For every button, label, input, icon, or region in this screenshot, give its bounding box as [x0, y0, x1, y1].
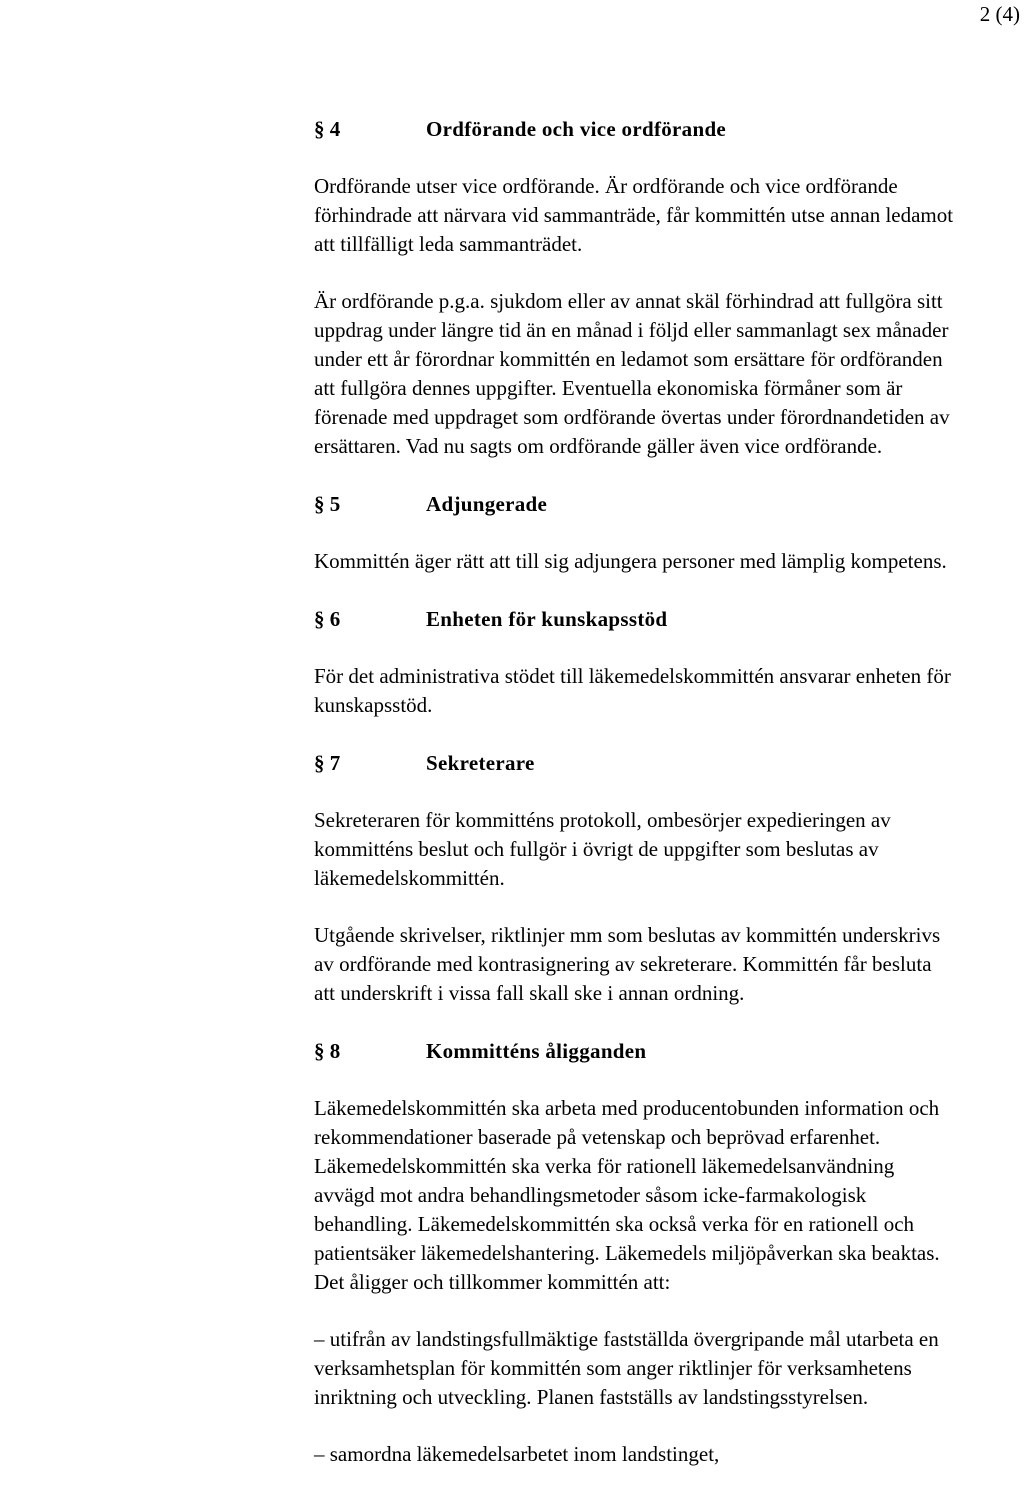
section-heading-4 [314, 114, 954, 144]
section-heading-8 [314, 1036, 954, 1066]
section-title: Adjungerade [426, 492, 548, 516]
paragraph: Läkemedelskommittén ska arbeta med producentobunden information och rekommendationer baserade på vetenskap och beprövad erfarenhet. [314, 1096, 940, 1149]
section-title: Enheten för kunskapsstöd [426, 607, 668, 631]
section-title: Kommitténs åligganden [426, 1039, 647, 1063]
section-number: § 7 [314, 751, 341, 775]
section-number: § 4 [314, 117, 341, 141]
section-title: Ordförande och vice ordförande [426, 117, 727, 141]
paragraph: Är ordförande p.g.a. sjukdom eller av annat skäl förhindrad att fullgöra sitt uppdrag under längre tid än en månad i följd eller sammanlagt sex månader under ett år förordnar kommittén en ledamot som ersättare för ordföranden att fullgöra dennes uppgifter. Eventuella ekonomiska förmåner som är förenade med uppdraget som ordförande övertas under förordnandetiden av ersättaren. Vad nu sagts om ordförande gäller även vice ordförande. [314, 289, 950, 458]
paragraph: Utgående skrivelser, riktlinjer mm som beslutas av kommittén underskrivs av ordförande med kontrasignering av sekreterare. Kommittén får besluta att underskrift i vissa fall skall ske i annan ordning. [314, 923, 941, 1005]
section-title: Sekreterare [426, 751, 535, 775]
document-body [314, 114, 954, 1497]
section-heading-7 [314, 748, 954, 778]
section-heading-6 [314, 604, 954, 634]
page-number: 2 (4) [979, 2, 1020, 26]
section-number: § 8 [314, 1039, 341, 1063]
paragraph: Ordförande utser vice ordförande. Är ordförande och vice ordförande förhindrade att närvara vid sammanträde, får kommittén utse annan ledamot att tillfälligt leda sammanträdet. [314, 174, 954, 256]
paragraph: Sekreteraren för kommitténs protokoll, ombesörjer expedieringen av kommitténs beslut och fullgör i övrigt de uppgifter som beslutas av läkemedelskommittén. [314, 808, 891, 890]
section-number: § 6 [314, 607, 341, 631]
paragraph: Läkemedelskommittén ska verka för rationell läkemedelsanvändning avvägd mot andra behandlingsmetoder såsom icke-farmakologisk behandling. Läkemedelskommittén ska också verka för en rationell och patientsäker läkemedelshantering. Läkemedels miljöpåverkan ska beaktas. Det åligger och tillkommer kommittén att: [314, 1154, 940, 1294]
list-item: – samordna läkemedelsarbetet inom landstinget, [314, 1442, 720, 1466]
section-heading-5 [314, 489, 954, 519]
section-number: § 5 [314, 492, 341, 516]
list-item: – utifrån av landstingsfullmäktige fastställda övergripande mål utarbeta en verksamhetsplan för kommittén som anger riktlinjer för verksamhetens inriktning och utveckling. Planen fastställs av landstingsstyrelsen. [314, 1327, 939, 1409]
paragraph: För det administrativa stödet till läkemedelskommittén ansvarar enheten för kunskapsstöd. [314, 664, 951, 717]
paragraph: Kommittén äger rätt att till sig adjungera personer med lämplig kompetens. [314, 549, 947, 573]
